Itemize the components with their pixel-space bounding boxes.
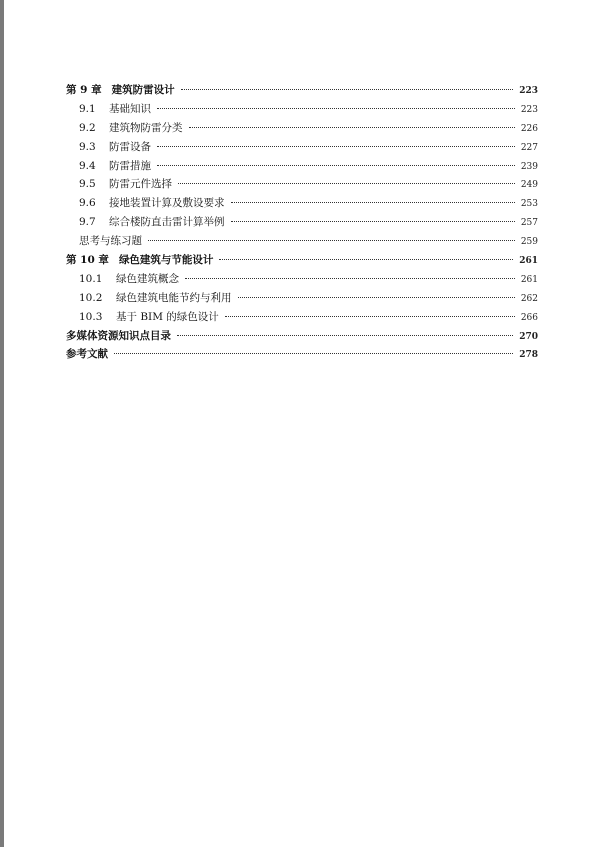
toc-number: 10.3	[79, 310, 103, 323]
toc-page-number: 262	[520, 293, 538, 304]
toc-page-number: 278	[519, 350, 538, 361]
toc-entry[interactable]	[66, 194, 538, 213]
toc-title: 防雷设备	[109, 140, 151, 153]
toc-title: 绿色建筑电能节约与利用	[116, 291, 232, 304]
toc-title: 建筑防雷设计	[111, 84, 175, 96]
dot-leader	[189, 127, 515, 128]
toc-page-number: 261	[519, 256, 538, 267]
toc-page-number: 223	[520, 104, 538, 115]
toc-entry[interactable]	[66, 100, 538, 119]
dot-leader	[157, 165, 515, 166]
dot-leader	[148, 240, 515, 241]
toc-number: 9.5	[79, 178, 96, 191]
toc-title: 思考与练习题	[79, 235, 142, 248]
dot-leader	[114, 353, 513, 354]
toc-title: 多媒体资源知识点目录	[66, 329, 171, 342]
toc-page-number: 226	[520, 123, 538, 134]
dot-leader	[181, 89, 514, 90]
toc-number: 9.1	[79, 102, 96, 115]
toc-page-number: 270	[519, 331, 538, 342]
toc-page-number: 257	[520, 218, 538, 229]
dot-leader	[238, 297, 515, 298]
dot-leader	[231, 202, 515, 203]
toc-page-number: 259	[520, 237, 538, 248]
toc-entry[interactable]	[66, 119, 538, 138]
toc-title: 防雷元件选择	[109, 178, 172, 191]
dot-leader	[185, 278, 515, 279]
dot-leader	[219, 259, 513, 260]
dot-leader	[225, 316, 515, 317]
toc-page-number: 266	[520, 312, 538, 323]
toc-title: 基础知识	[109, 102, 151, 115]
toc-entry[interactable]	[66, 138, 538, 157]
dot-leader	[177, 335, 513, 336]
toc-number: 10.1	[79, 272, 103, 285]
toc-page-number: 261	[520, 274, 538, 285]
table-of-contents	[66, 81, 538, 364]
toc-entry[interactable]	[66, 175, 538, 194]
toc-title: 综合楼防直击雷计算举例	[109, 216, 225, 229]
toc-entry[interactable]	[66, 81, 538, 100]
toc-entry[interactable]	[66, 251, 538, 270]
toc-number: 第 9 章	[66, 84, 102, 96]
dot-leader	[157, 108, 515, 109]
toc-entry[interactable]	[66, 289, 538, 308]
toc-entry[interactable]	[66, 327, 538, 346]
toc-title: 绿色建筑概念	[116, 272, 179, 285]
toc-title: 防雷措施	[109, 159, 151, 172]
toc-number: 9.7	[79, 216, 96, 229]
toc-entry[interactable]	[66, 308, 538, 327]
toc-page-number: 253	[520, 199, 538, 210]
toc-title: 参考文献	[66, 348, 108, 361]
page-left-edge	[0, 0, 4, 847]
toc-entry[interactable]	[66, 270, 538, 289]
toc-number: 9.6	[79, 197, 96, 210]
toc-number: 9.3	[79, 140, 96, 153]
toc-number: 9.4	[79, 159, 96, 172]
dot-leader	[231, 221, 515, 222]
toc-page-number: 223	[519, 86, 538, 96]
toc-number: 10.2	[79, 291, 103, 304]
toc-entry[interactable]	[66, 157, 538, 176]
toc-number: 9.2	[79, 121, 96, 134]
toc-title: 绿色建筑与节能设计	[118, 254, 214, 267]
dot-leader	[178, 183, 515, 184]
toc-number: 第 10 章	[66, 254, 109, 267]
toc-page-number: 249	[520, 180, 538, 191]
toc-page-number: 239	[520, 161, 538, 172]
toc-entry[interactable]	[66, 213, 538, 232]
dot-leader	[157, 146, 515, 147]
toc-entry[interactable]	[66, 232, 538, 251]
toc-title: 建筑物防雷分类	[109, 121, 183, 134]
toc-title: 基于 BIM 的绿色设计	[116, 310, 219, 323]
toc-page-number: 227	[520, 142, 538, 153]
toc-entry[interactable]	[66, 345, 538, 364]
toc-title: 接地装置计算及敷设要求	[109, 197, 225, 210]
